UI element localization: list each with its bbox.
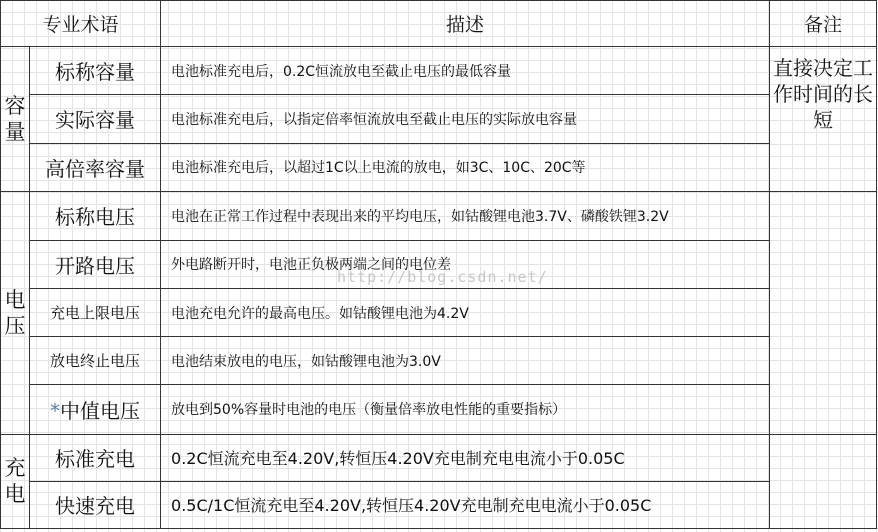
term-cell: 实际容量: [30, 95, 161, 143]
term-cell: 标称容量: [30, 47, 161, 95]
header-term: 专业术语: [1, 1, 161, 47]
header-row: [1, 1, 877, 47]
table-row: [1, 95, 877, 143]
group-capacity: 容量: [1, 47, 30, 192]
term-cell: 充电上限电压: [30, 289, 161, 337]
table-row: [1, 385, 877, 434]
desc-cell: 外电路断开时，电池正负极两端之间的电位差: [161, 240, 770, 288]
desc-cell: 电池结束放电的电压，如钴酸锂电池为3.0V: [161, 337, 770, 385]
term-cell: 快速充电: [30, 481, 161, 528]
table-row: [1, 434, 877, 481]
note-voltage: [770, 191, 877, 434]
term-cell: 标准充电: [30, 434, 161, 481]
term-cell: 高倍率容量: [30, 143, 161, 191]
note-capacity: 直接决定工作时间的长短: [770, 47, 877, 192]
desc-cell: 0.5C/1C恒流充电至4.20V,转恒压4.20V充电制充电电流小于0.05C: [161, 481, 770, 528]
table-row: [1, 289, 877, 337]
term-label: 中值电压: [60, 398, 140, 423]
table-row: [1, 191, 877, 240]
note-charge: [770, 434, 877, 528]
desc-cell: 电池在正常工作过程中表现出来的平均电压，如钴酸锂电池3.7V、磷酸铁锂3.2V: [161, 191, 770, 240]
header-desc: 描述: [161, 1, 770, 47]
desc-cell: 电池标准充电后，0.2C恒流放电至截止电压的最低容量: [161, 47, 770, 95]
table-row: [1, 240, 877, 288]
group-charge: 充电: [1, 434, 30, 528]
watermark-text: http://blog.csdn.net/: [337, 268, 548, 286]
term-cell: [30, 385, 161, 434]
group-voltage: 电压: [1, 191, 30, 434]
table-row: [1, 47, 877, 95]
desc-cell: 0.2C恒流充电至4.20V,转恒压4.20V充电制充电电流小于0.05C: [161, 434, 770, 481]
desc-cell: 电池标准充电后，以超过1C以上电流的放电，如3C、10C、20C等: [161, 143, 770, 191]
term-cell: 标称电压: [30, 191, 161, 240]
desc-cell: 电池充电允许的最高电压。如钴酸锂电池为4.2V: [161, 289, 770, 337]
term-cell: 开路电压: [30, 240, 161, 288]
table-row: [1, 337, 877, 385]
asterisk-icon: *: [50, 398, 60, 423]
term-cell: 放电终止电压: [30, 337, 161, 385]
header-note: 备注: [770, 1, 877, 47]
table-row: [1, 143, 877, 191]
table-row: [1, 481, 877, 528]
desc-cell: 放电到50%容量时电池的电压（衡量倍率放电性能的重要指标）: [161, 385, 770, 434]
desc-cell: 电池标准充电后，以指定倍率恒流放电至截止电压的实际放电容量: [161, 95, 770, 143]
